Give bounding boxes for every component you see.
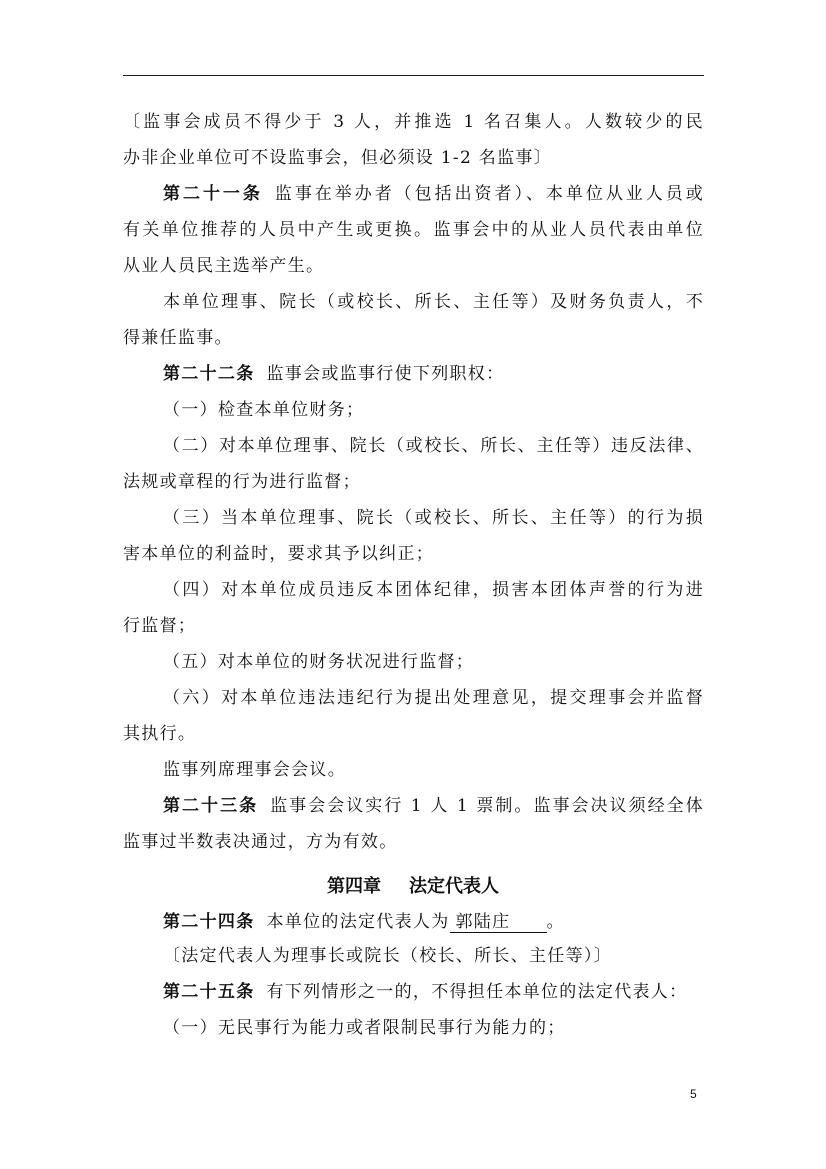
list-item-continued: 法规或章程的行为进行监督；: [123, 472, 361, 492]
bracket-note: 〔法定代表人为理事长或院长（校长、所长、主任等）〕: [163, 946, 612, 966]
article-21-line-2: 有关单位推荐的人员中产生或更换。监事会中的从业人员代表由单位: [123, 220, 704, 240]
list-item-continued: 其执行。: [123, 724, 197, 744]
list-item-continued: 害本单位的利益时，要求其予以纠正；: [123, 544, 435, 564]
list-item: （一）检查本单位财务；: [163, 400, 365, 420]
list-item: （四）对本单位成员违反本团体纪律，损害本团体声誉的行为进: [163, 580, 704, 600]
paragraph-line: 得兼任监事。: [123, 328, 233, 348]
article-22-line-1: 第二十二条 监事会或监事行使下列职权：: [163, 364, 505, 384]
article-21-line-1: 第二十一条 监事在举办者（包括出资者）、本单位从业人员或: [163, 184, 705, 204]
chapter-heading: [0, 875, 826, 899]
list-item: （一）无民事行为能力或者限制民事行为能力的；: [163, 1018, 566, 1038]
article-24-line: 第二十四条 本单位的法定代表人为 郭陆庄 。: [163, 912, 565, 932]
article-21-label: 第二十一条: [163, 184, 263, 204]
article-25-line: 第二十五条 有下列情形之一的，不得担任本单位的法定代表人：: [163, 982, 688, 1002]
page-number: 5: [690, 1087, 697, 1101]
article-23-label: 第二十三条: [163, 796, 259, 816]
bracket-note-line-2: 办非企业单位可不设监事会，但必须设 1-2 名监事〕: [123, 148, 552, 168]
paragraph-line: 监事列席理事会会议。: [163, 760, 346, 780]
list-item: （三）当本单位理事、院长（或校长、所长、主任等）的行为损: [163, 508, 704, 528]
list-item: （五）对本单位的财务状况进行监督；: [163, 652, 475, 672]
article-21-line-3: 从业人员民主选举产生。: [123, 256, 325, 276]
header-rule: [123, 75, 704, 76]
paragraph-line: 本单位理事、院长（或校长、所长、主任等）及财务负责人，不: [163, 292, 704, 312]
list-item: （二）对本单位理事、院长（或校长、所长、主任等）违反法律、: [163, 436, 704, 456]
article-22-label: 第二十二条: [163, 364, 255, 384]
chapter-number: 第四章: [327, 876, 381, 897]
article-25-label: 第二十五条: [163, 982, 255, 1002]
article-24-label: 第二十四条: [163, 912, 255, 932]
legal-representative-name: 郭陆庄: [450, 912, 547, 933]
chapter-title: 法定代表人: [409, 876, 499, 897]
list-item: （六）对本单位违法违纪行为提出处理意见，提交理事会并监督: [163, 688, 704, 708]
article-23-line-2: 监事过半数表决通过，方为有效。: [123, 832, 398, 852]
list-item-continued: 行监督；: [123, 616, 197, 636]
bracket-note-line-1: 〔监事会成员不得少于 3 人，并推选 1 名召集人。人数较少的民: [123, 112, 704, 132]
article-23-line-1: 第二十三条 监事会会议实行 1 人 1 票制。监事会决议须经全体: [163, 796, 705, 816]
